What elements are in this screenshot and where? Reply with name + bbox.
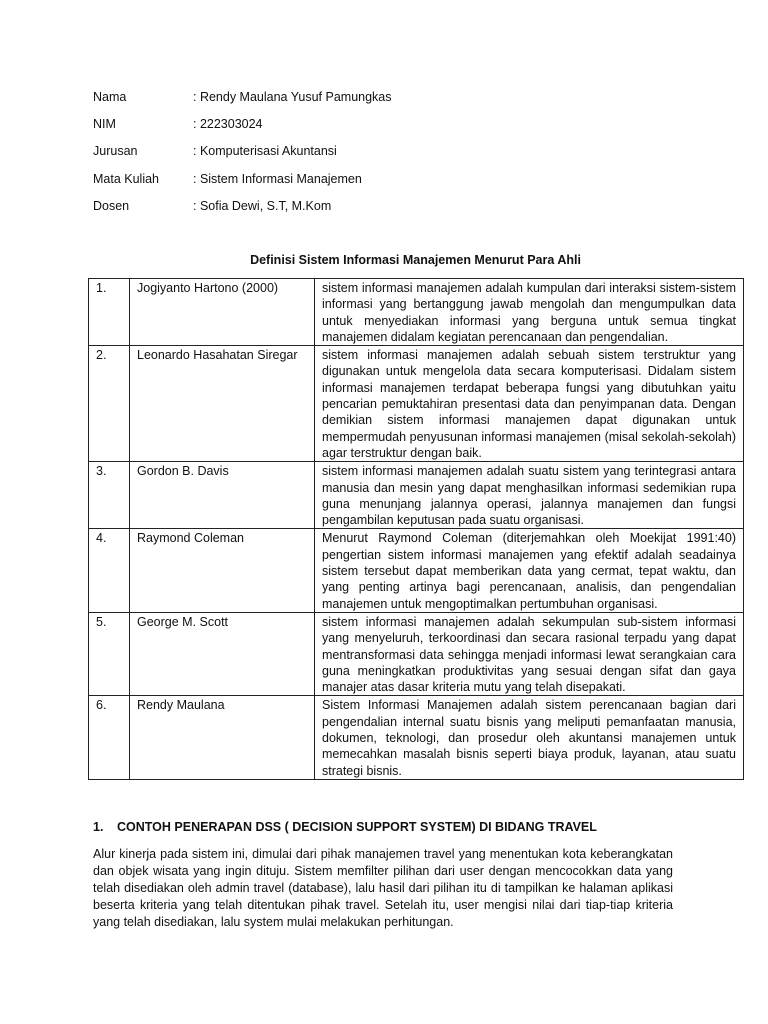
definition-text: sistem informasi manajemen adalah sebuah sistem terstruktur yang digunakan untuk mengelola data secara komputerisasi. Didalam sistem informasi manajemen terdapat beberapa fungsi yang dibutuhkan yaitu pencarian pemuktahiran presentasi data dan penyimpanan data. Dengan demikian sistem informasi manajemen dapat digunakan untuk mempermudah penyusunan informasi manajemen (misal sekolah-sekolah) agar terstruktur dengan baik. [315,346,744,462]
info-value: : Sofia Dewi, S.T, M.Kom [193,198,332,213]
table-row [89,529,744,612]
document-title: Definisi Sistem Informasi Manajemen Menurut Para Ahli [250,253,581,267]
info-row-dosen [93,198,693,225]
info-label: Mata Kuliah [93,171,160,186]
row-number: 4. [89,529,130,612]
section-number: 1. [93,820,104,834]
info-label: Jurusan [93,144,138,159]
expert-name: George M. Scott [130,612,315,695]
expert-name: Gordon B. Davis [130,462,315,529]
row-number: 2. [89,346,130,462]
row-number: 3. [89,462,130,529]
definition-text: Menurut Raymond Coleman (diterjemahkan oleh Moekijat 1991:40) pengertian sistem informasi manajemen yang efektif adalah seadainya sistem tersebut dapat memberikan data yang cermat, tepat waktu, dan yang penting artinya bagi perencanaan, analisis, dan pengendalian manajemen untuk mengoptimalkan pertumbuhan organisasi. [315,529,744,612]
definitions-table [88,278,744,780]
definition-text: sistem informasi manajemen adalah suatu sistem yang terintegrasi antara manusia dan mesin yang dapat menghasilkan informasi sedemikian rupa guna menunjang jalannya operasi, jalannya manajemen dan fungsi pengambilan keputusan pada suatu organisasi. [315,462,744,529]
expert-name: Rendy Maulana [130,696,315,779]
info-value: : Komputerisasi Akuntansi [193,144,337,159]
expert-name: Raymond Coleman [130,529,315,612]
definition-text: sistem informasi manajemen adalah sekumpulan sub-sistem informasi yang menyeluruh, terkoordinasi dan secara rasional terpadu yang dapat mentransformasi data sehingga menjadi informasi lewat serangkaian cara guna meningkatkan produktivitas yang sesuai dengan sifat dan gaya manajer atas dasar kriteria mutu yang telah disepakati. [315,612,744,695]
row-number: 1. [89,279,130,346]
definition-text: sistem informasi manajemen adalah kumpulan dari interaksi sistem-sistem informasi yang bertanggung jawab mengolah dan mengumpulkan data untuk menyediakan informasi yang berguna untuk semua tingkat manajemen didalam kegiatan perencanaan dan pengendalian. [315,279,744,346]
definition-text: Sistem Informasi Manajemen adalah sistem perencanaan bagian dari pengendalian internal suatu bisnis yang meliputi pemanfaatan manusia, dokumen, teknologi, dan prosedur oleh akuntansi manajemen untuk memecahkan masalah bisnis seperti biaya produk, layanan, atau suatu strategi bisnis. [315,696,744,779]
info-value: : 222303024 [193,117,263,132]
expert-name: Jogiyanto Hartono (2000) [130,279,315,346]
info-row-nama [93,89,693,116]
table-row [89,612,744,695]
info-label: Nama [93,90,127,104]
expert-name: Leonardo Hasahatan Siregar [130,346,315,462]
table-row [89,462,744,529]
row-number: 6. [89,696,130,779]
section-heading-text: CONTOH PENERAPAN DSS ( DECISION SUPPORT SYSTEM) DI BIDANG TRAVEL [117,820,597,834]
info-row-mata-kuliah [93,171,693,198]
table-row [89,279,744,346]
info-row-jurusan [93,143,693,170]
table-row [89,696,744,779]
info-value: : Sistem Informasi Manajemen [193,171,362,186]
info-label: NIM [93,117,116,132]
section-heading [93,819,597,836]
info-value: : Rendy Maulana Yusuf Pamungkas [193,90,392,104]
info-row-nim [93,116,693,143]
section-paragraph: Alur kinerja pada sistem ini, dimulai dari pihak manajemen travel yang menentukan kota keberangkatan dan objek wisata yang ingin dituju. Sistem memfilter pilihan dari user dengan mencocokkan data yang telah disediakan oleh admin travel (database), lalu hasil dari pilihan itu di tampilkan ke halaman aplikasi beserta kriteria yang telah ditentukan pihak travel. Setelah itu, user mengisi nilai dari tiap-tiap kriteria yang telah disediakan, lalu system mulai melakukan perhitungan. [93,847,673,929]
table-row [89,346,744,462]
info-label: Dosen [93,198,130,213]
student-info-block [93,89,693,225]
row-number: 5. [89,612,130,695]
